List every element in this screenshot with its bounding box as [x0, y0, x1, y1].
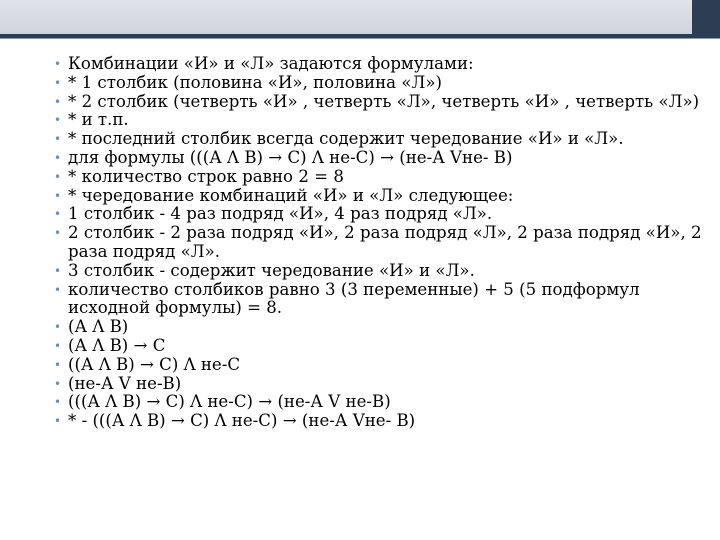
bullet-text: 2 столбик - 2 раза подряд «И», 2 раза подряд «Л», 2 раза подряд «И», 2 раза подряд «Л». [68, 223, 702, 261]
bullet-dot-icon: • [54, 113, 62, 128]
bullet-text: * 1 столбик (половина «И», половина «Л») [68, 72, 442, 92]
bullet-item [48, 262, 708, 281]
bullet-text: (не-А V не-В) [68, 373, 182, 393]
bullet-dot-icon: • [54, 282, 62, 297]
bullet-item [48, 337, 708, 356]
bullet-item [48, 187, 708, 206]
bullet-text: количество столбиков равно 3 (3 переменные) + 5 (5 подформул исходной формулы) = 8. [68, 279, 640, 318]
bullet-dot-icon: • [54, 414, 62, 429]
bullet-text: (А Λ В) [68, 317, 129, 337]
bullet-item [48, 356, 708, 375]
bullet-item [48, 281, 708, 319]
bullet-text: 1 столбик - 4 раз подряд «И», 4 раз подряд «Л». [68, 204, 493, 224]
bullet-list [48, 55, 708, 431]
bullet-text: * последний столбик всегда содержит чередование «И» и «Л». [68, 129, 624, 149]
bullet-dot-icon: • [54, 226, 62, 241]
bullet-item [48, 412, 708, 431]
bullet-dot-icon: • [54, 376, 62, 391]
bullet-item [48, 205, 708, 224]
bullet-dot-icon: • [54, 169, 62, 184]
bullet-text: * и т.п. [68, 110, 129, 130]
bullet-item [48, 149, 708, 168]
bullet-dot-icon: • [54, 357, 62, 372]
header-band [0, 0, 720, 34]
bullet-text: * 2 столбик (четверть «И» , четверть «Л», четверть «И» , четверть «Л») [68, 91, 700, 111]
bullet-dot-icon: • [54, 338, 62, 353]
bullet-item [48, 375, 708, 394]
bullet-item [48, 393, 708, 412]
bullet-dot-icon: • [54, 150, 62, 165]
bullet-text: (А Λ В) → С [68, 335, 166, 355]
bullet-item [48, 168, 708, 187]
bullet-dot-icon: • [54, 188, 62, 203]
bullet-item [48, 93, 708, 112]
bullet-dot-icon: • [54, 207, 62, 222]
bullet-item [48, 318, 708, 337]
bullet-item [48, 55, 708, 74]
bullet-dot-icon: • [54, 57, 62, 71]
bullet-item [48, 130, 708, 149]
bullet-text: * чередование комбинаций «И» и «Л» следующее: [68, 185, 514, 205]
bullet-text: 3 столбик - содержит чередование «И» и «Л». [68, 260, 475, 280]
bullet-text: * количество строк равно 2 = 8 [68, 166, 344, 186]
bullet-text: Комбинации «И» и «Л» задаются формулами: [68, 54, 474, 73]
bullet-item [48, 111, 708, 130]
bullet-dot-icon: • [54, 263, 62, 278]
bullet-text: для формулы (((А Λ В) → С) Λ не-С) → (не-А Vне- В) [68, 147, 513, 167]
bullet-text: (((А Λ В) → С) Λ не-С) → (не-А V не-В) [68, 392, 391, 412]
bullet-item [48, 224, 708, 262]
bullet-item [48, 74, 708, 93]
bullet-dot-icon: • [54, 132, 62, 147]
bullet-text: ((А Λ В) → С) Λ не-С [68, 354, 241, 374]
header-divider-light [0, 38, 720, 39]
header-band-main [0, 0, 692, 34]
bullet-text: * - (((А Λ В) → С) Λ не-С) → (не-А Vне- В) [68, 411, 416, 431]
bullet-dot-icon: • [54, 75, 62, 90]
bullet-dot-icon: • [54, 395, 62, 410]
bullet-dot-icon: • [54, 94, 62, 109]
header-band-accent [692, 0, 720, 34]
bullet-dot-icon: • [54, 320, 62, 335]
